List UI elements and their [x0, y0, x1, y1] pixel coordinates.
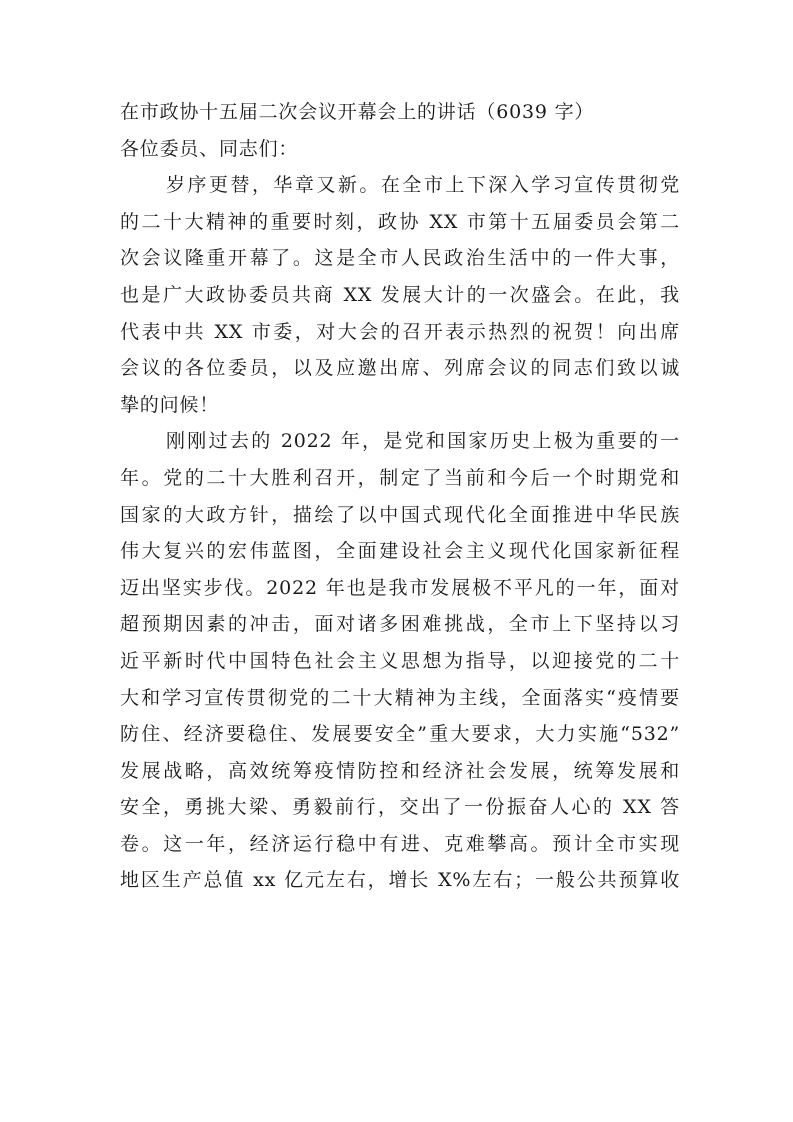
text-line: 超预期因素的冲击，面对诸多困难挑战，全市上下坚持以习 [120, 613, 680, 636]
text-line: 会议的各位委员，以及应邀出席、列席会议的同志们致以诚 [120, 357, 680, 380]
document-page [120, 94, 680, 899]
document-title: 在市政协十五届二次会议开幕会上的讲话（6039 字） [120, 101, 595, 123]
text-line: 年。党的二十大胜利召开，制定了当前和今后一个时期党和 [120, 466, 680, 489]
text-line: 伟大复兴的宏伟蓝图，全面建设社会主义现代化国家新征程 [120, 540, 680, 563]
text-line: 代表中共 XX 市委，对大会的召开表示热烈的祝贺！向出席 [120, 320, 680, 343]
salutation: 各位委员、同志们： [120, 137, 299, 160]
text-line: 卷。这一年，经济运行稳中有进、克难攀高。预计全市实现 [120, 832, 680, 855]
text-line: 安全，勇挑大梁、勇毅前行，交出了一份振奋人心的 XX 答 [120, 796, 680, 819]
text-line: 次会议隆重开幕了。这是全市人民政治生活中的一件大事， [120, 247, 680, 270]
text-line: 发展战略，高效统筹疫情防控和经济社会发展，统筹发展和 [120, 759, 680, 782]
text-line: 刚刚过去的 2022 年，是党和国家历史上极为重要的一 [166, 430, 680, 453]
text-line: 大和学习宣传贯彻党的二十大精神为主线，全面落实“疫情要 [120, 686, 680, 709]
paragraph-1 [120, 167, 680, 423]
text-line: 近平新时代中国特色社会主义思想为指导，以迎接党的二十 [120, 649, 680, 672]
text-line: 防住、经济要稳住、发展要安全”重大要求，大力实施“532” [120, 723, 680, 746]
text-line: 的二十大精神的重要时刻，政协 XX 市第十五届委员会第二 [120, 210, 680, 233]
text-line: 国家的大政方针，描绘了以中国式现代化全面推进中华民族 [120, 503, 680, 526]
text-line: 挚的问候！ [120, 393, 220, 416]
text-line: 也是广大政协委员共商 XX 发展大计的一次盛会。在此，我 [120, 283, 680, 306]
text-line: 地区生产总值 xx 亿元左右，增长 X%左右；一般公共预算收 [120, 869, 680, 892]
text-line: 岁序更替，华章又新。在全市上下深入学习宣传贯彻党 [166, 174, 680, 197]
paragraph-2 [120, 423, 680, 899]
text-line: 迈出坚实步伐。2022 年也是我市发展极不平凡的一年，面对 [120, 576, 680, 599]
